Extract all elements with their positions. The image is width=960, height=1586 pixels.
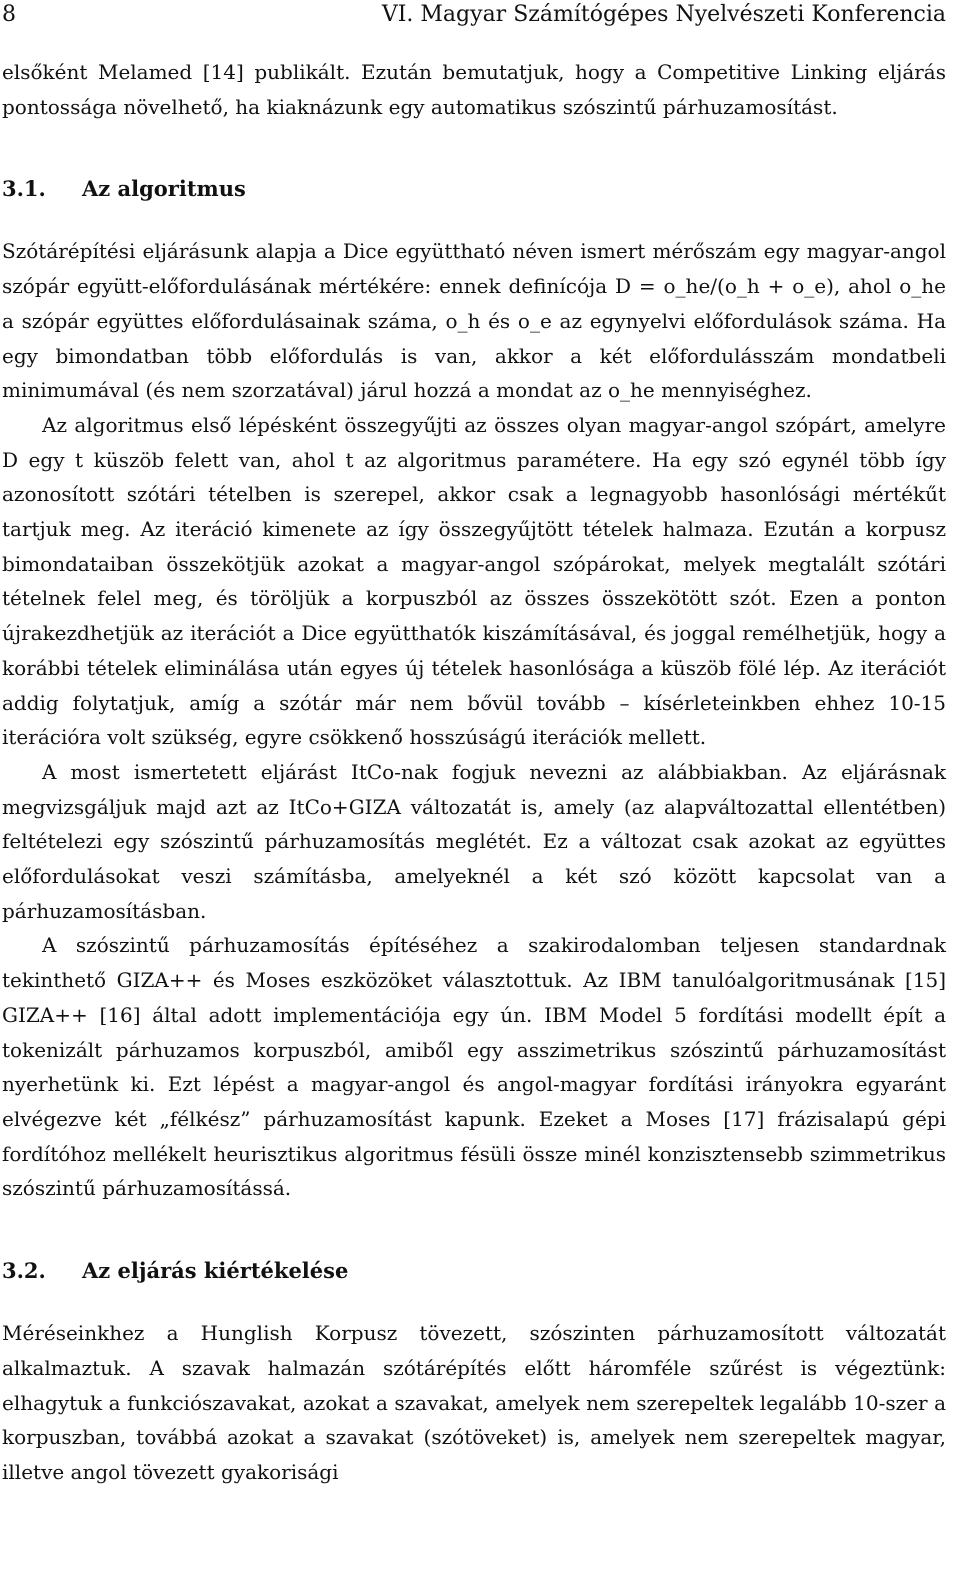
spacer	[2, 209, 946, 234]
paragraph-giza: A szószintű párhuzamosítás építéséhez a szakirodalomban teljesen standardnak tekinthető GIZA++ és Moses eszközöket választottuk. Az IBM tanulóalgoritmusának [15] GIZA++ [16] által adott implementációja egy ún. IBM Model 5 fordítási modellt épít a tokenizált párhuzamos korpuszból, amiből egy asszimetrikus szószintű párhuzamosítást nyerhetünk ki. Ezt lépést a magyar-angol és angol-magyar fordítási irányokra egyaránt elvégezve két „félkész” párhuzamosítást kapunk. Ezeket a Moses [17] frázisalapú gépi fordítóhoz mellékelt heurisztikus algoritmus fésüli össze minél konzisztensebb szimmetrikus szószintű párhuzamosítássá.	[2, 933, 946, 1201]
paragraph-itco: A most ismertetett eljárást ItCo-nak fogjuk nevezni az alábbiakban. Az eljárásnak megvizsgáljuk majd azt az ItCo+GIZA változatát is, amely (az alapváltozattal ellentétben) feltételezi egy szószintű párhuzamosítás meglétét. Ez a változat csak azokat az együttes előfordulásokat veszi számításba, amelyeknél a két szó között kapcsolat van a párhuzamosításban.	[2, 759, 946, 923]
page-number: 8	[2, 2, 16, 27]
paragraph-iteration: Az algoritmus első lépésként összegyűjti az összes olyan magyar-angol szópárt, amelyre D egy t küszöb felett van, ahol t az algoritmus paramétere. Ha egy szó egynél több így azonosított szótári tételben is szerepel, akkor csak a legnagyobb hasonlósági mértékűt tartjuk meg. Az iteráció kimenete az így összegyűjtött tételek halmaza. Ezután a korpusz bimondataiban összekötjük azokat a magyar-angol szópárokat, melyek megtalált szótári tételnek felel meg, és töröljük a korpuszból az összes összekötött szót. Ezen a ponton újrakezdhetjük az iterációt a Dice együtthatók kiszámításával, és joggal remélhetjük, hogy a korábbi tételek eliminálása után egyes új tételek hasonlósága a küszöb fölé lép. Az iterációt addig folytatjuk, amíg a szótár már nem bővül tovább – kísérleteinkben ehhez 10-15 iterációra volt szükség, egyre csökkenő hosszúságú iterációk mellett.	[2, 412, 946, 750]
body-text	[2, 55, 946, 1490]
spacer	[2, 1291, 946, 1316]
section-heading-3-2	[2, 1251, 946, 1291]
section-heading-3-1	[2, 169, 946, 209]
running-title: VI. Magyar Számítógépes Nyelvészeti Konferencia	[381, 2, 946, 27]
paragraph-evaluation: Méréseinkhez a Hunglish Korpusz tövezett, szószinten párhuzamosított változatát alkalmaztuk. A szavak halmazán szótárépítés előtt háromféle szűrést is végeztünk: elhagytuk a funkciószavakat, azokat a szavakat, amelyek nem szerepeltek legalább 10-szer a korpuszban, továbbá azokat a szavakat (szótöveket) is, amelyek nem szerepeltek magyar, illetve angol tövezett gyakorisági	[2, 1321, 946, 1484]
section-number: 3.1.	[2, 176, 46, 202]
running-header	[0, 0, 946, 30]
section-title: Az eljárás kiértékelése	[82, 1258, 349, 1284]
spacer	[2, 1206, 946, 1251]
paragraph-dice: Szótárépítési eljárásunk alapja a Dice együttható néven ismert mérőszám egy magyar-angol szópár együtt-előfordulásának mértékére: ennek definícója D = o_he/(o_h + o_e), ahol o_he a szópár együttes előfordulásainak száma, o_h és o_e az egynyelvi előfordulások száma. Ha egy bimondatban több előfordulás is van, akkor a két előfordulásszám mondatbeli minimumával (és nem szorzatával) járul hozzá a mondat az o_he mennyiséghez.	[2, 239, 946, 403]
intro-paragraph: elsőként Melamed [14] publikált. Ezután bemutatjuk, hogy a Competitive Linking eljárás pontossága növelhető, ha kiaknázunk egy automatikus szószintű párhuzamosítást.	[2, 60, 946, 119]
section-title: Az algoritmus	[82, 176, 246, 202]
section-number: 3.2.	[2, 1258, 46, 1284]
spacer	[2, 124, 946, 169]
